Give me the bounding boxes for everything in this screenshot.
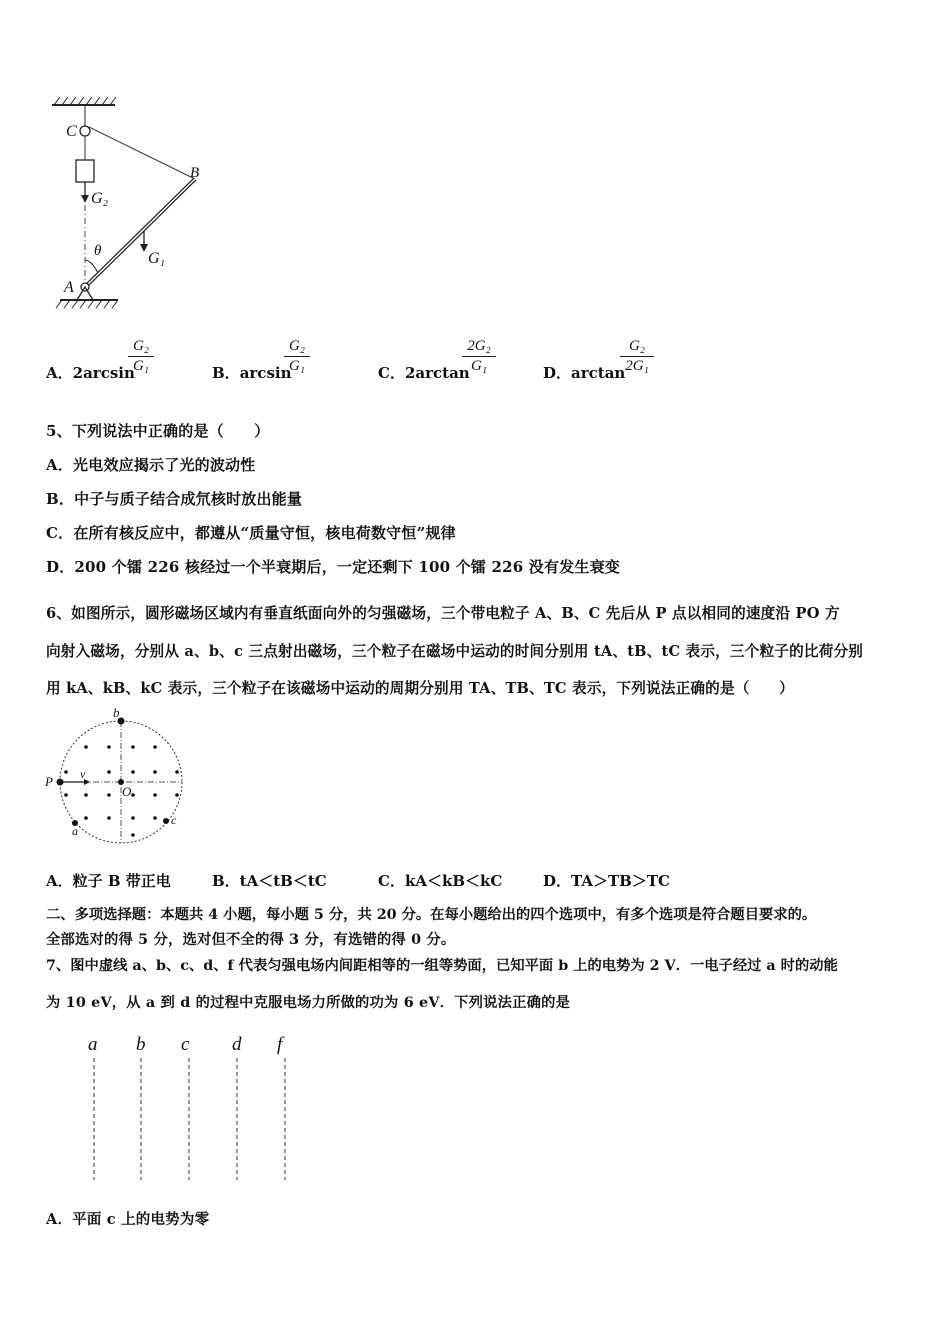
option-prefix: 2arcsin (72, 364, 135, 382)
fraction-numerator: G₂ (288, 338, 306, 354)
q5-option-a[interactable]: A．光电效应揭示了光的波动性 (46, 456, 256, 474)
label-G2: G₂ (91, 190, 109, 207)
q6-option-d[interactable]: D．TA＞TB＞TC (543, 872, 670, 890)
rod-pulley-diagram (40, 95, 240, 320)
fraction-numerator: G₂ (132, 338, 150, 354)
label-c: c (171, 813, 177, 827)
q6-stem-line1: 6、如图所示，圆形磁场区域内有垂直纸面向外的匀强磁场，三个带电粒子 A、B、C 先后从 P 点以相同的速度沿 PO 方 (46, 605, 840, 622)
q7-option-a[interactable]: A．平面 c 上的电势为零 (46, 1211, 210, 1228)
label-c: c (181, 1034, 190, 1055)
label-b: b (136, 1034, 146, 1055)
label-O: O (122, 784, 132, 799)
label-C: C (66, 123, 77, 140)
label-f: f (277, 1034, 283, 1055)
q6-stem-line2: 向射入磁场，分别从 a、b、c 三点射出磁场，三个粒子在磁场中运动的时间分别用 tA、tB、tC 表示，三个粒子的比荷分别 (46, 643, 864, 660)
label-b: b (113, 705, 120, 720)
label-P: P (45, 774, 53, 789)
fraction-denominator: G₁ (288, 358, 306, 374)
label-A: A (64, 279, 74, 296)
equipotential-lines-diagram (80, 1030, 300, 1185)
label-theta: θ (94, 243, 102, 259)
option-letter: A． (46, 364, 73, 382)
label-B: B (190, 165, 200, 181)
option-letter: C． (378, 364, 405, 382)
fraction-denominator: 2G₁ (625, 358, 649, 374)
label-a: a (88, 1034, 98, 1055)
q7-stem-line1: 7、图中虚线 a、b、c、d、f 代表匀强电场内间距相等的一组等势面，已知平面 b 上的电势为 2 V．一电子经过 a 时的动能 (46, 958, 838, 974)
q7-stem-line2: 为 10 eV，从 a 到 d 的过程中克服电场力所做的功为 6 eV．下列说法正确的是 (46, 995, 571, 1011)
option-letter: D． (543, 364, 572, 382)
option-letter: B． (212, 364, 240, 382)
fraction-denominator: G₁ (132, 358, 150, 374)
magnetic-field-circle-diagram (42, 705, 192, 850)
q6-option-a[interactable]: A．粒子 B 带正电 (46, 872, 171, 890)
option-prefix: arctan (571, 364, 626, 382)
fraction-denominator: G₁ (470, 358, 488, 374)
section2-note: 全部选对的得 5 分，选对但不全的得 3 分，有选错的得 0 分。 (46, 932, 456, 948)
q6-option-c[interactable]: C．kA＜kB＜kC (378, 872, 503, 890)
fraction-numerator: G₂ (628, 338, 646, 354)
label-G1: G₁ (148, 250, 166, 267)
q6-option-b[interactable]: B．tA＜tB＜tC (212, 872, 327, 890)
section2-heading: 二、多项选择题：本题共 4 小题，每小题 5 分，共 20 分。在每小题给出的四个选项中，有多个选项是符合题目要求的。 (46, 907, 817, 923)
q5-stem: 5、下列说法中正确的是（ ） (46, 422, 270, 440)
q5-option-c[interactable]: C．在所有核反应中，都遵从“质量守恒，核电荷数守恒”规律 (46, 524, 456, 542)
label-v: v (80, 767, 86, 781)
q6-stem-line3: 用 kA、kB、kC 表示，三个粒子在该磁场中运动的周期分别用 TA、TB、TC 表示，下列说法正确的是（ ） (46, 680, 794, 697)
q5-option-b[interactable]: B．中子与质子结合成氘核时放出能量 (46, 490, 303, 508)
option-prefix: arcsin (239, 364, 292, 382)
label-a: a (72, 824, 78, 838)
q5-option-d[interactable]: D．200 个镭 226 核经过一个半衰期后，一定还剩下 100 个镭 226 没有发生衰变 (46, 558, 621, 576)
fraction-numerator: 2G₂ (467, 338, 491, 354)
label-d: d (232, 1034, 242, 1055)
option-prefix: 2arctan (404, 364, 470, 382)
